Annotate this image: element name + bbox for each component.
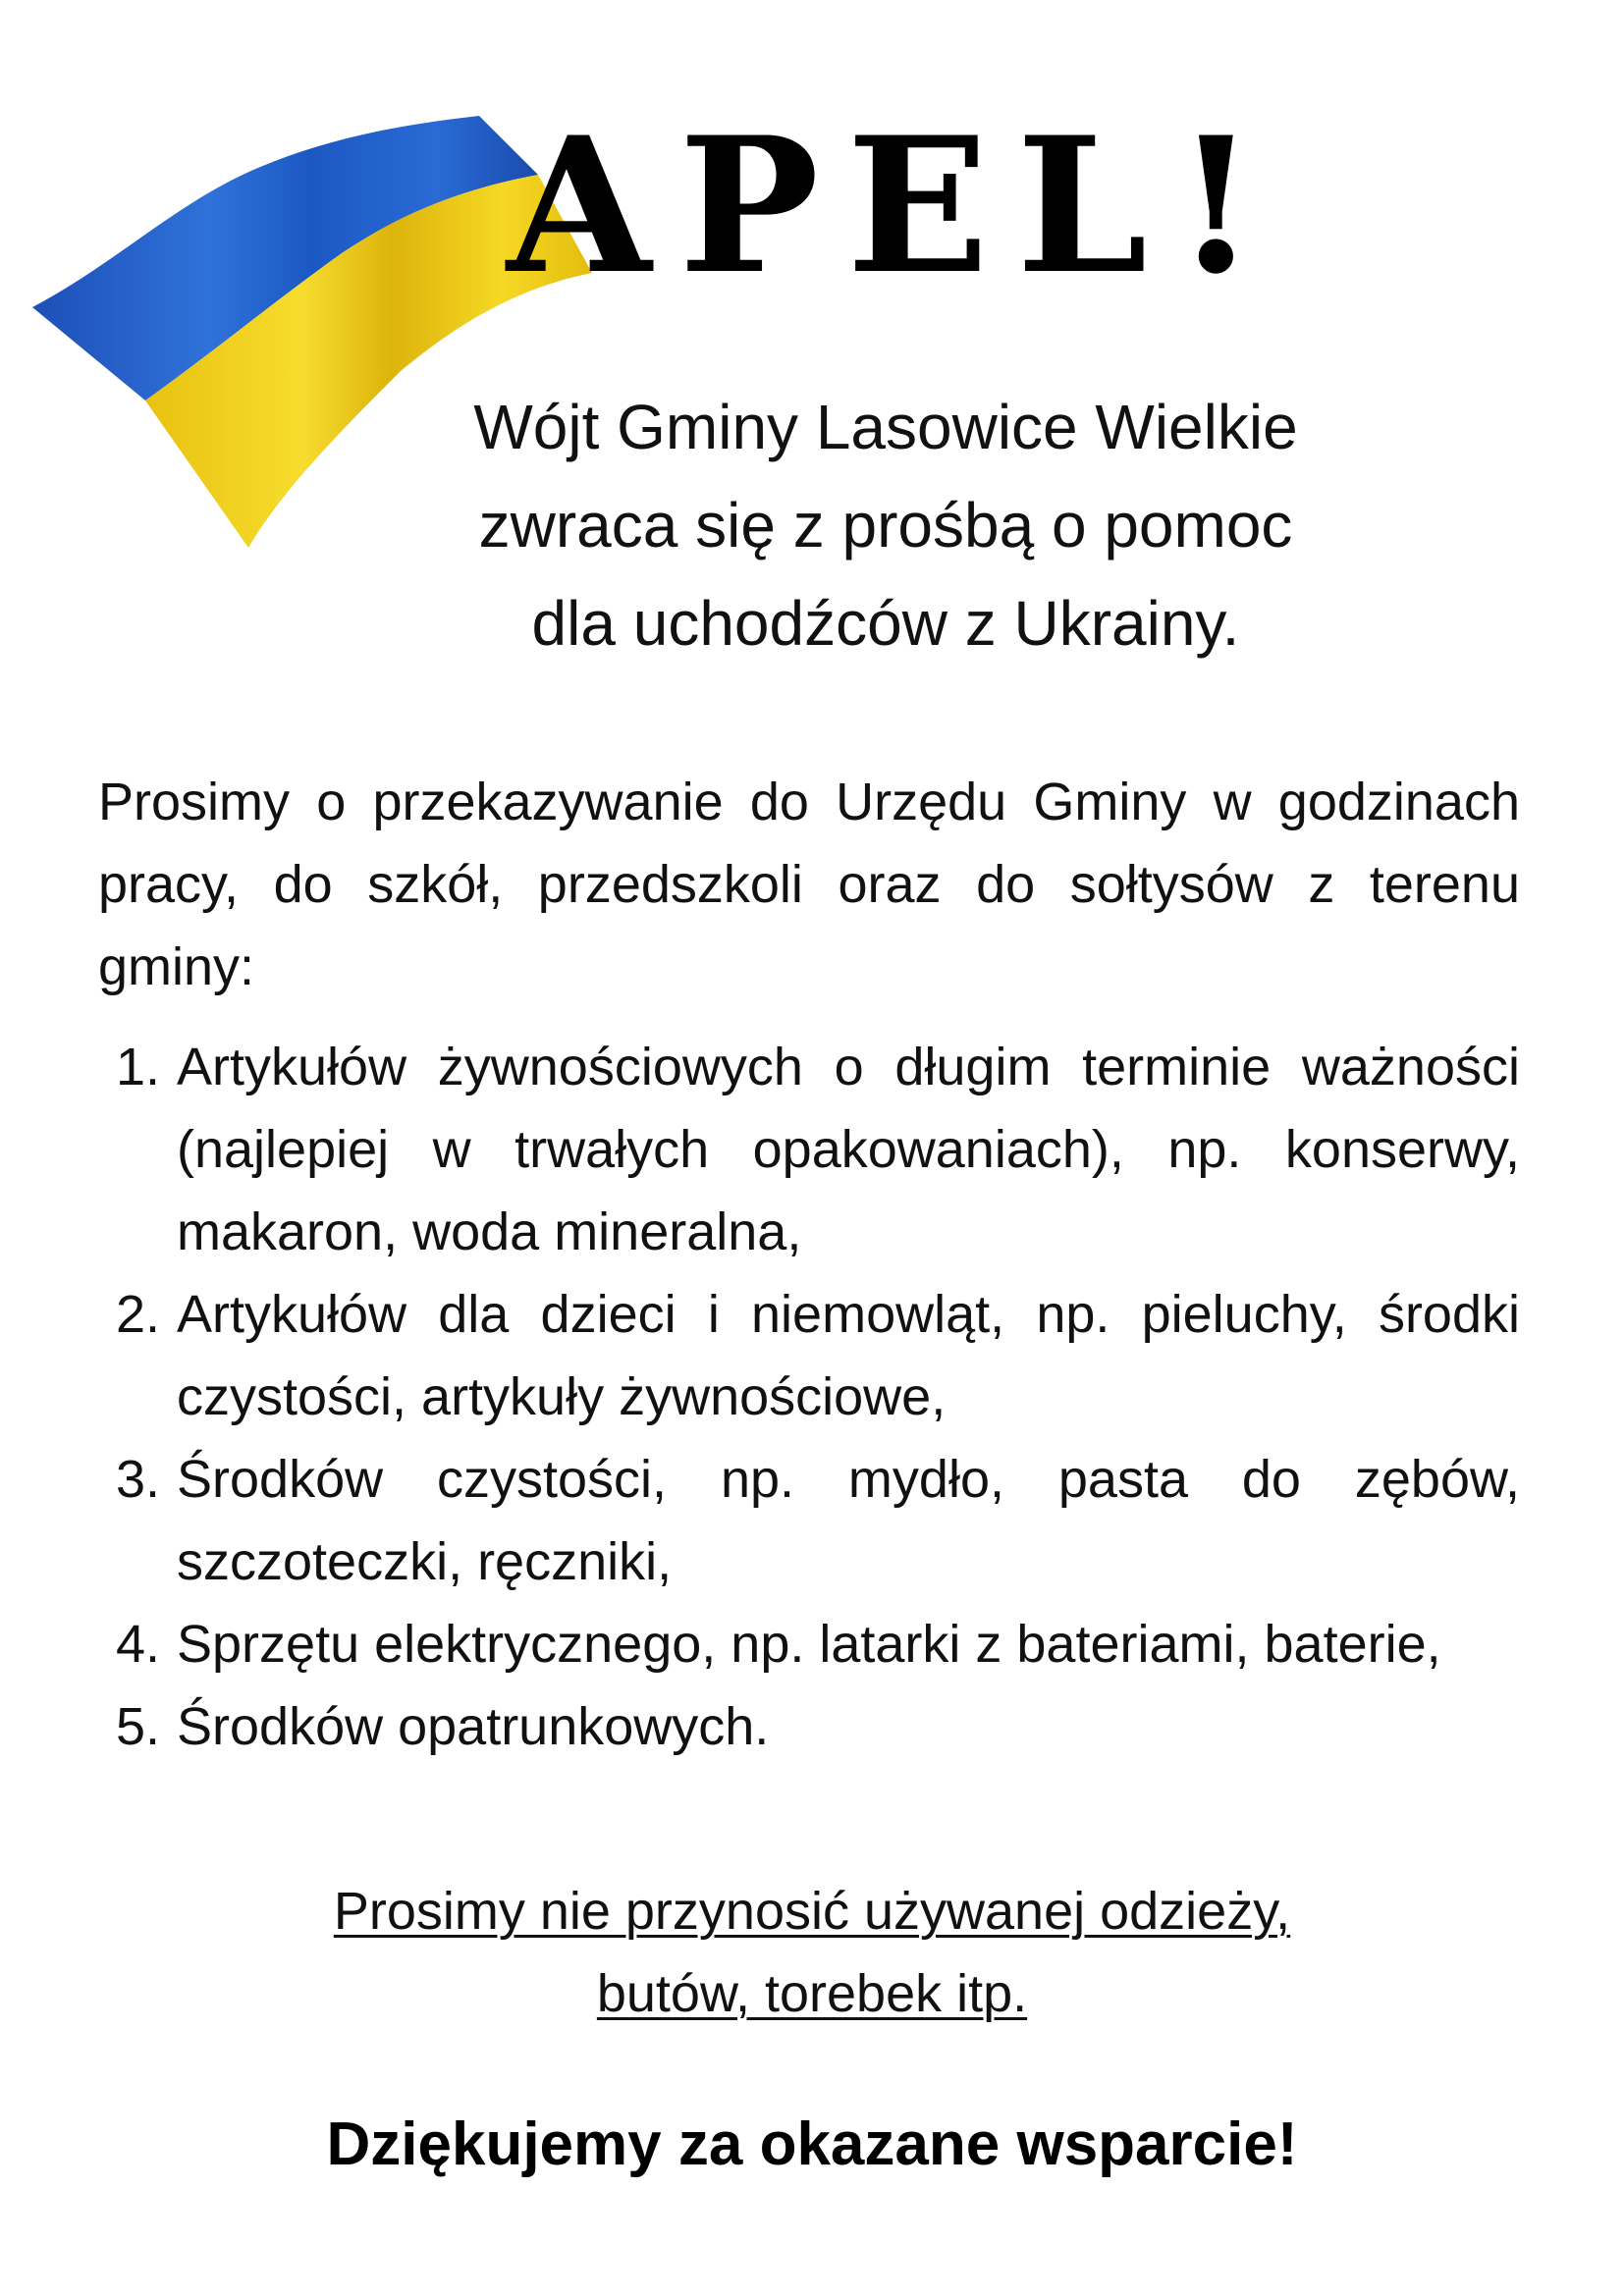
page-title: APEL! [506, 96, 1285, 315]
list-item-text: Artykułów dla dzieci i niemowląt, np. pieluchy, środki czystości, artykuły żywnościowe, [177, 1285, 1520, 1426]
donation-items-list [98, 1026, 1520, 1768]
list-item-text: Środków czystości, np. mydło, pasta do zębów, szczoteczki, ręczniki, [177, 1450, 1520, 1591]
note-line-2: butów, torebek itp. [596, 1964, 1028, 2023]
list-item-text: Artykułów żywnościowych o długim terminie ważności (najlepiej w trwałych opakowaniach), np. konserwy, makaron, woda mineralna, [177, 1038, 1520, 1261]
list-item-text: Środków opatrunkowych. [177, 1697, 770, 1756]
page-subtitle [0, 378, 1624, 672]
list-item-number: 2. [116, 1285, 161, 1344]
note-line-1-wrapper [0, 1870, 1624, 1952]
thank-you-message: Dziękujemy za okazane wsparcie! [326, 2110, 1298, 2178]
note-line-2-wrapper [0, 1952, 1624, 2035]
list-item-number: 3. [116, 1450, 161, 1509]
intro-paragraph: Prosimy o przekazywanie do Urzędu Gminy w godzinach pracy, do szkół, przedszkoli oraz do sołtysów z terenu gminy: [98, 773, 1520, 996]
list-item-number: 5. [116, 1697, 161, 1756]
clothing-note [0, 1870, 1624, 2035]
subtitle-line-1: Wójt Gminy Lasowice Wielkie [473, 392, 1298, 462]
list-item [98, 1026, 1520, 1273]
list-item [98, 1603, 1520, 1685]
list-item [98, 1273, 1520, 1438]
note-line-1: Prosimy nie przynosić używanej odzieży, [333, 1882, 1291, 1941]
list-item-number: 1. [116, 1038, 161, 1096]
subtitle-line-3: dla uchodźców z Ukrainy. [531, 588, 1240, 659]
subtitle-line-2: zwraca się z prośbą o pomoc [478, 490, 1293, 561]
list-item [98, 1438, 1520, 1603]
list-item-text: Sprzętu elektrycznego, np. latarki z bateriami, baterie, [177, 1615, 1441, 1674]
list-item-number: 4. [116, 1615, 161, 1674]
list-item [98, 1685, 1520, 1768]
